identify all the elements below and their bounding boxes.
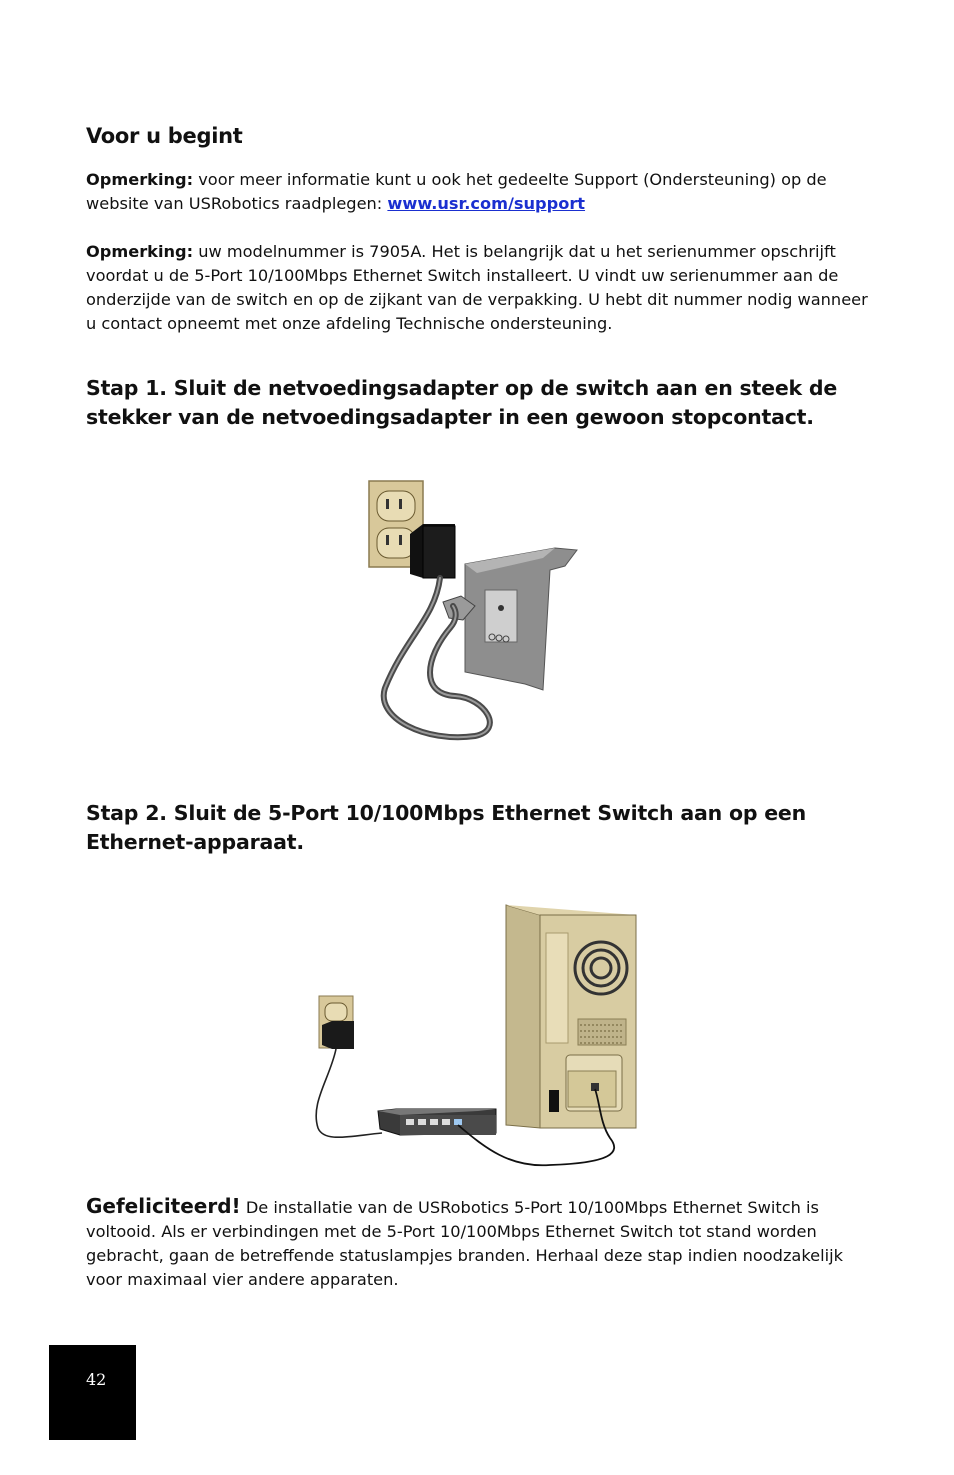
step2-heading: Stap 2. Sluit de 5-Port 10/100Mbps Ethernet Switch aan op een Ethernet-apparaat. (86, 801, 807, 854)
congratulations-title: Gefeliciteerd! (86, 1194, 241, 1218)
note-support (86, 168, 876, 216)
power-adapter-illustration (365, 478, 585, 744)
note-model-number (86, 240, 876, 336)
note-text: uw modelnummer is 7905A. Het is belangrijk dat u het serienummer opschrijft voordat u de 5-Port 10/100Mbps Ethernet Switch installeert. U vindt uw serienummer aan de onderzijde van de switch en op de zijkant van de verpakking. U hebt dit nummer nodig wanneer u contact opneemt met onze afdeling Technische ondersteuning. (86, 242, 868, 333)
congratulations-paragraph (86, 1194, 876, 1292)
section-heading: Voor u begint (86, 124, 243, 148)
congratulations-text: De installatie van de USRobotics 5-Port 10/100Mbps Ethernet Switch is voltooid. Als er verbindingen met de 5-Port 10/100Mbps Ethernet Switch tot stand worden gebracht, gaan de betreffende statuslampjes branden. Herhaal deze stap indien noodzakelijk voor maximaal vier andere apparaten. (86, 1198, 843, 1289)
page-number-tab (49, 1345, 136, 1440)
note-label: Opmerking: (86, 170, 194, 189)
page-number: 42 (86, 1370, 107, 1389)
support-link[interactable]: www.usr.com/support (387, 194, 586, 213)
note-label: Opmerking: (86, 242, 194, 261)
ethernet-connection-illustration (310, 903, 642, 1173)
note-text: voor meer informatie kunt u ook het gedeelte Support (Ondersteuning) op de website van USRobotics raadplegen: (86, 170, 827, 213)
step1-heading: Stap 1. Sluit de netvoedingsadapter op de switch aan en steek de stekker van de netvoedingsadapter in een gewoon stopcontact. (86, 376, 838, 429)
